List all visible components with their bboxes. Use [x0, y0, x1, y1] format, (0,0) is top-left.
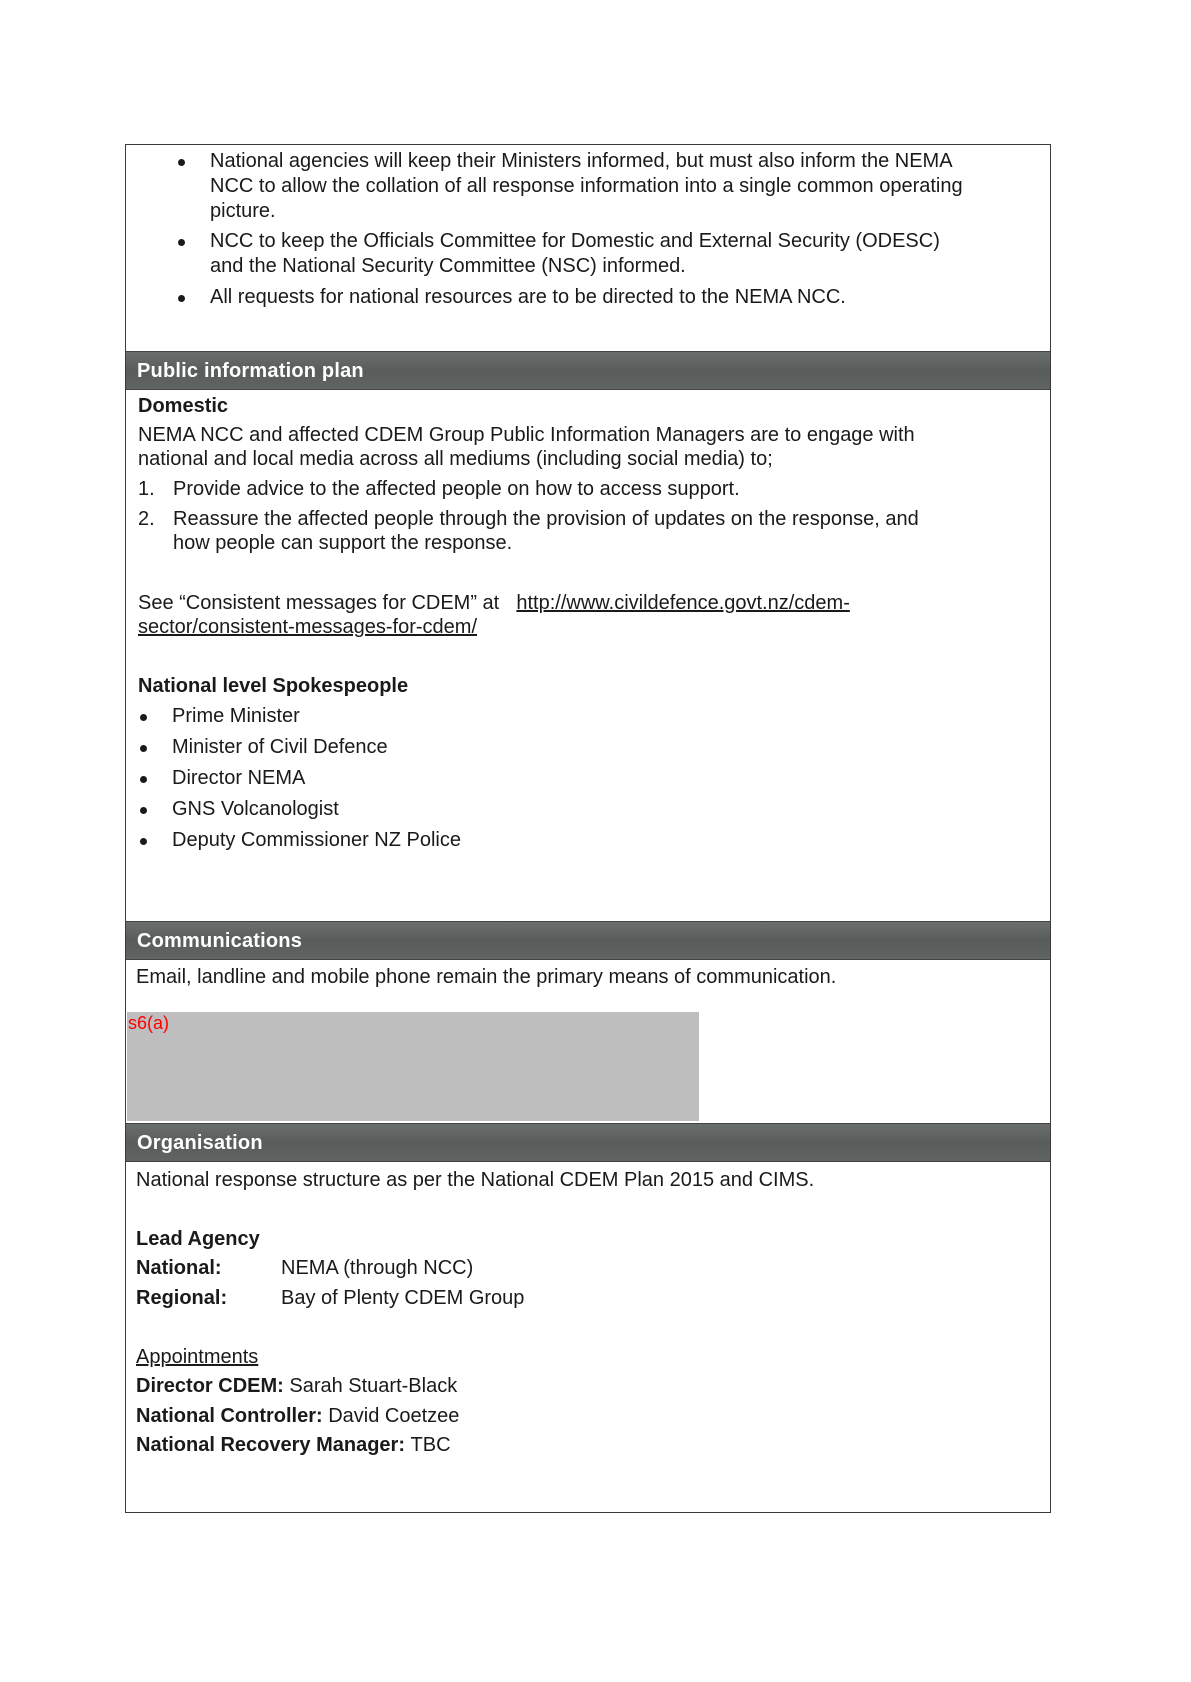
appointment-value: TBC: [410, 1434, 451, 1456]
bullet-text-line: NCC to allow the collation of all response information into a single common operating: [210, 175, 963, 197]
item-number: 2.: [138, 508, 155, 530]
bullet-text-line: NCC to keep the Officials Committee for Domestic and External Security (ODESC): [210, 230, 940, 252]
item-text-line: Provide advice to the affected people on how to access support.: [173, 478, 740, 500]
section-header-title: Communications: [137, 930, 303, 952]
bullet-icon: [140, 745, 147, 752]
bullet-text-line: picture.: [210, 200, 276, 222]
section-header-communications: [126, 921, 1050, 960]
see-reference-line: [138, 591, 850, 616]
bullet-text-line: All requests for national resources are to be directed to the NEMA NCC.: [210, 286, 846, 308]
redaction-label: s6(a): [128, 1013, 170, 1033]
lead-agency-label: Regional:: [136, 1287, 228, 1309]
appointment-row: [136, 1374, 457, 1399]
spokesperson-name: Director NEMA: [172, 767, 306, 789]
bullet-icon: [140, 807, 147, 814]
bullet-text-line: National agencies will keep their Ministers informed, but must also inform the NEMA: [210, 150, 953, 172]
consistent-messages-link[interactable]: http://www.civildefence.govt.nz/cdem-: [516, 592, 850, 614]
section-header-public-information: [126, 351, 1050, 390]
section-header-title: Public information plan: [137, 360, 364, 382]
appointment-label: National Recovery Manager:: [136, 1434, 411, 1456]
item-text-line: Reassure the affected people through the provision of updates on the response, and: [173, 508, 919, 530]
bullet-icon: [178, 159, 185, 166]
bullet-icon: [178, 295, 185, 302]
subheading-domestic: Domestic: [138, 395, 229, 417]
paragraph-line: NEMA NCC and affected CDEM Group Public Information Managers are to engage with: [138, 424, 915, 446]
lead-agency-label: National:: [136, 1257, 222, 1279]
paragraph-line: national and local media across all mediums (including social media) to;: [138, 448, 773, 470]
bullet-icon: [140, 776, 147, 783]
appointment-label: Director CDEM:: [136, 1375, 290, 1397]
communications-text: Email, landline and mobile phone remain the primary means of communication.: [136, 966, 837, 988]
lead-agency-value: NEMA (through NCC): [281, 1257, 474, 1279]
appointment-value: David Coetzee: [328, 1405, 460, 1427]
bullet-icon: [140, 838, 147, 845]
spokesperson-name: Minister of Civil Defence: [172, 736, 388, 758]
section-header-title: Organisation: [137, 1132, 263, 1154]
appointment-label: National Controller:: [136, 1405, 329, 1427]
bullet-icon: [178, 239, 185, 246]
subheading-spokespeople: National level Spokespeople: [138, 675, 409, 697]
see-reference-prefix: See “Consistent messages for CDEM” at: [138, 592, 500, 614]
item-number: 1.: [138, 478, 155, 500]
appointment-value: Sarah Stuart-Black: [289, 1375, 458, 1397]
spokesperson-name: Deputy Commissioner NZ Police: [172, 829, 461, 851]
redacted-block: [127, 1012, 699, 1121]
appointment-row: [136, 1404, 459, 1429]
spokesperson-name: GNS Volcanologist: [172, 798, 339, 820]
document-table: [125, 144, 1051, 1513]
subheading-lead-agency: Lead Agency: [136, 1228, 260, 1250]
bullet-icon: [140, 714, 147, 721]
lead-agency-value: Bay of Plenty CDEM Group: [281, 1287, 525, 1309]
consistent-messages-link-continued[interactable]: sector/consistent-messages-for-cdem/: [138, 616, 478, 638]
subheading-appointments: Appointments: [136, 1346, 259, 1368]
bullet-text-line: and the National Security Committee (NSC) informed.: [210, 255, 686, 277]
spokesperson-name: Prime Minister: [172, 705, 300, 727]
appointment-row: [136, 1433, 451, 1458]
item-text-line: how people can support the response.: [173, 532, 513, 554]
section-header-organisation: [126, 1123, 1050, 1162]
organisation-text: National response structure as per the National CDEM Plan 2015 and CIMS.: [136, 1169, 815, 1191]
